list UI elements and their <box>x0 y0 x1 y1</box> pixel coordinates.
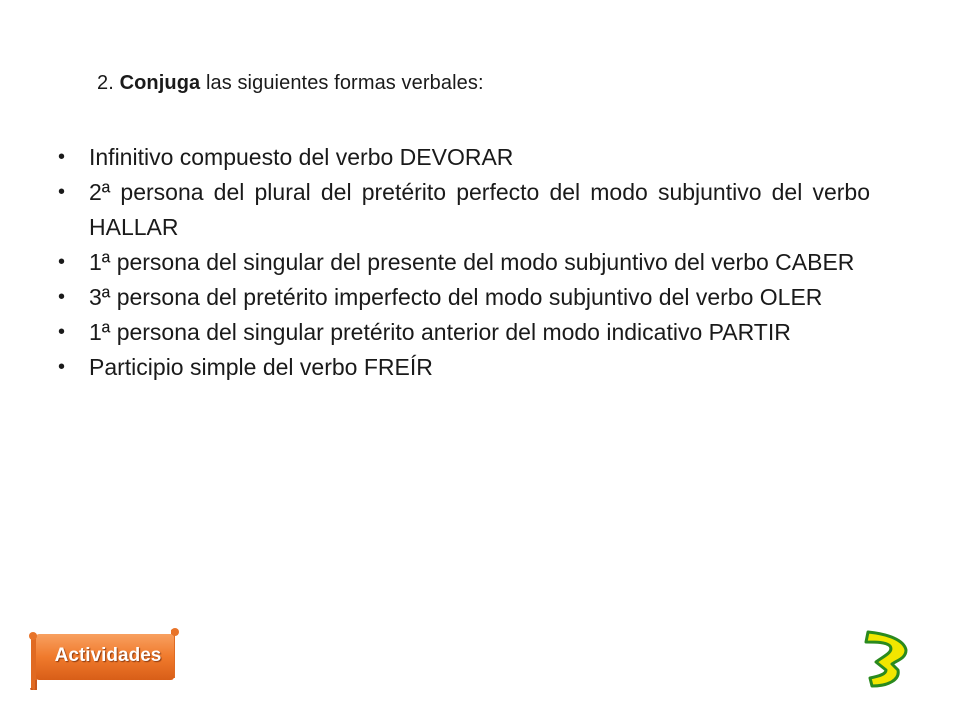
list-item: • 2ª persona del plural del pretérito perfecto del modo subjuntivo del verbo HALLAR <box>58 175 870 245</box>
verb-form-list <box>58 140 870 385</box>
next-arrow-icon <box>858 628 914 690</box>
heading-text: las siguientes formas verbales: <box>205 72 484 94</box>
actividades-button[interactable] <box>28 628 180 690</box>
next-arrow-button[interactable] <box>858 628 914 690</box>
list-item: • Participio simple del verbo FREÍR <box>58 350 870 385</box>
list-item: • 1ª persona del singular pretérito anterior del modo indicativo PARTIR <box>58 315 870 350</box>
list-item: • 3ª persona del pretérito imperfecto del modo subjuntivo del verbo OLER <box>58 280 870 315</box>
actividades-label: Actividades <box>54 645 162 666</box>
list-item: • 1ª persona del singular del presente del modo subjuntivo del verbo CABER <box>58 245 870 280</box>
heading-bold-word: Conjuga <box>119 72 201 94</box>
slide-heading <box>97 72 484 95</box>
list-item: • Infinitivo compuesto del verbo DEVORAR <box>58 140 870 175</box>
heading-number: 2. <box>97 72 114 94</box>
